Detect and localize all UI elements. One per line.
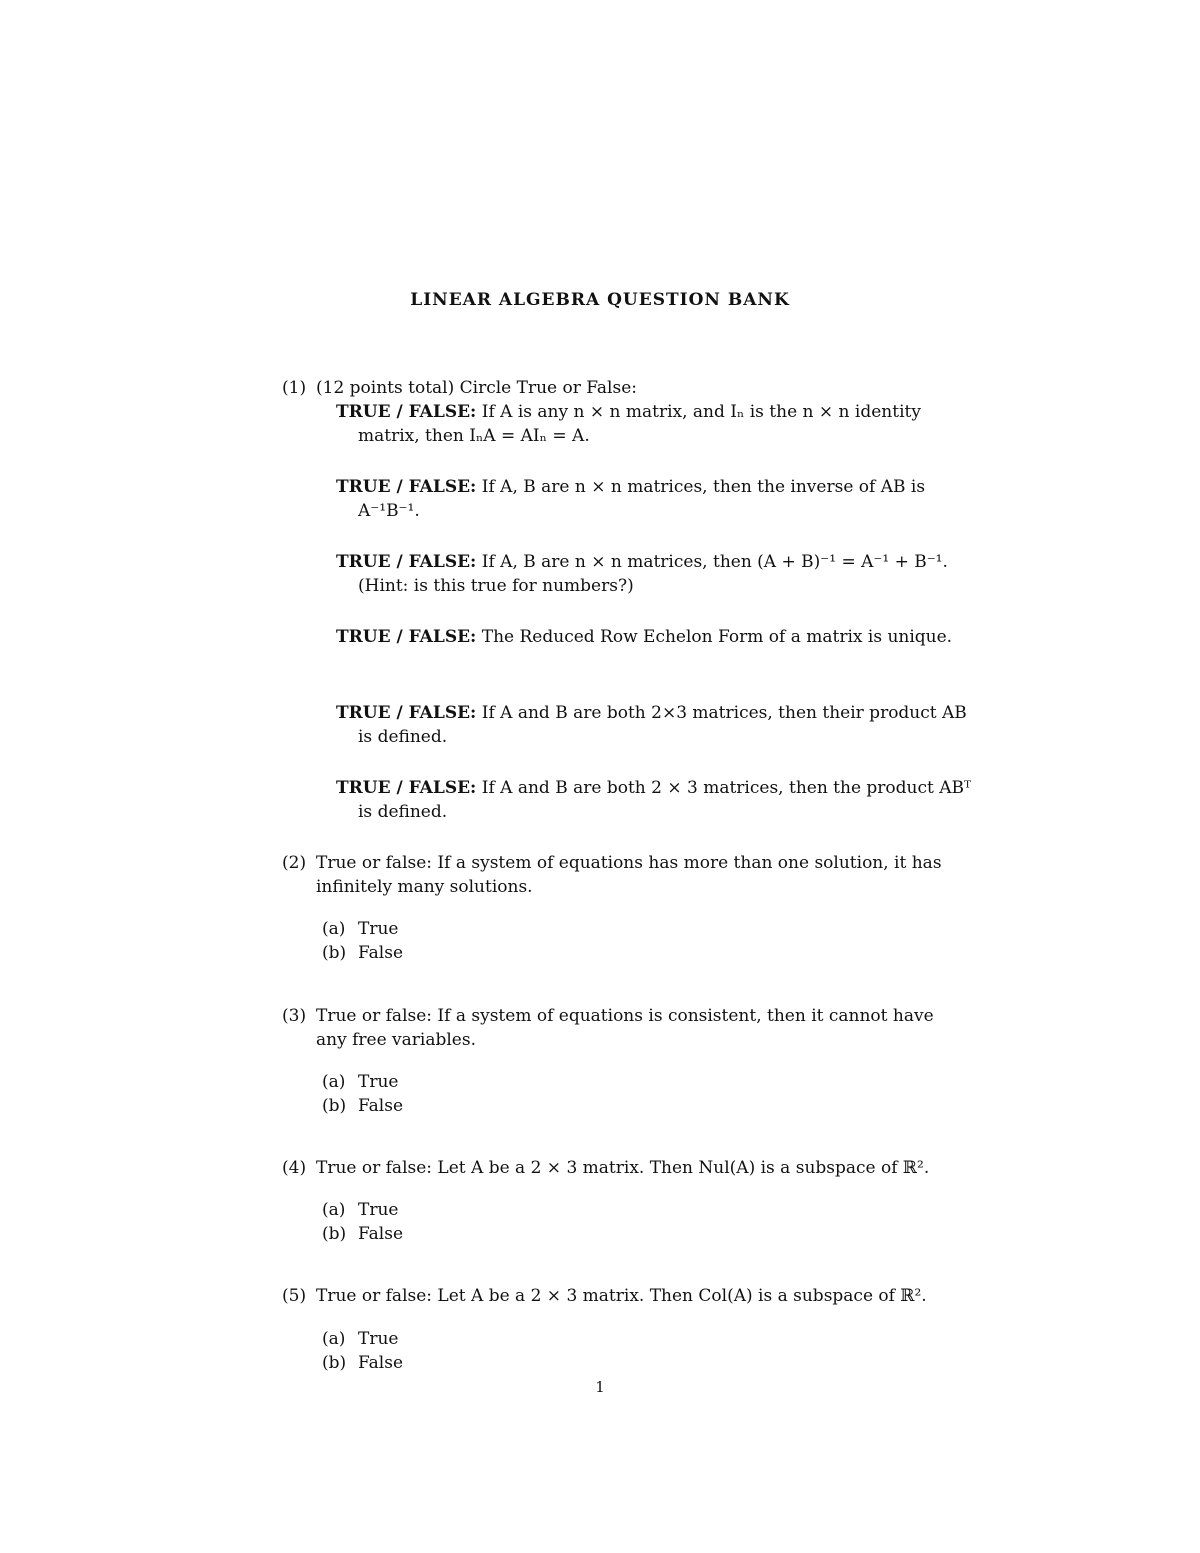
tf-item-3 <box>336 550 986 598</box>
tf-label: TRUE / FALSE: <box>336 703 477 723</box>
tf-label: TRUE / FALSE: <box>336 477 477 497</box>
tf-item-6 <box>336 776 986 824</box>
question-number: (2) <box>282 853 307 873</box>
tf-statement: If A and B are both 2×3 matrices, then their product AB is defined. <box>358 703 967 747</box>
option-text: False <box>358 1224 403 1244</box>
option-label: (a) <box>322 1329 346 1349</box>
question-5 <box>282 1284 957 1308</box>
option-text: True <box>358 1200 399 1220</box>
tf-statement: If A is any n × n matrix, and Iₙ is the n × n identity matrix, then IₙA = AIₙ = A. <box>358 402 921 446</box>
option-label: (b) <box>322 1353 347 1373</box>
tf-label: TRUE / FALSE: <box>336 552 477 572</box>
tf-item-1 <box>336 400 986 448</box>
option-text: True <box>358 919 399 939</box>
question-2 <box>282 851 957 899</box>
option-b <box>322 1094 403 1118</box>
option-text: False <box>358 1353 403 1373</box>
question-number: (3) <box>282 1006 307 1026</box>
question-text: True or false: If a system of equations is consistent, then it cannot have any free variables. <box>316 1006 934 1050</box>
tf-label: TRUE / FALSE: <box>336 402 477 422</box>
tf-item-4 <box>336 625 986 649</box>
question-intro: (12 points total) Circle True or False: <box>316 378 637 398</box>
option-a <box>322 917 398 941</box>
option-label: (a) <box>322 1072 346 1092</box>
option-b <box>322 1351 403 1375</box>
tf-statement: If A, B are n × n matrices, then the inverse of AB is A⁻¹B⁻¹. <box>358 477 926 521</box>
question-4 <box>282 1156 957 1180</box>
question-text: True or false: Let A be a 2 × 3 matrix. Then Col(A) is a subspace of ℝ². <box>316 1286 927 1306</box>
option-text: True <box>358 1329 399 1349</box>
question-number: (5) <box>282 1286 307 1306</box>
option-label: (a) <box>322 1200 346 1220</box>
tf-statement: The Reduced Row Echelon Form of a matrix is unique. <box>481 627 953 647</box>
option-label: (b) <box>322 1224 347 1244</box>
option-b <box>322 1222 403 1246</box>
option-a <box>322 1070 398 1094</box>
tf-item-2 <box>336 475 986 523</box>
tf-statement: If A and B are both 2 × 3 matrices, then the product ABᵀ is defined. <box>358 778 972 822</box>
option-b <box>322 941 403 965</box>
option-text: False <box>358 1096 403 1116</box>
page-title: LINEAR ALGEBRA QUESTION BANK <box>410 290 790 310</box>
option-label: (a) <box>322 919 346 939</box>
tf-label: TRUE / FALSE: <box>336 627 477 647</box>
question-3 <box>282 1004 957 1052</box>
option-text: False <box>358 943 403 963</box>
tf-item-5 <box>336 701 986 749</box>
tf-statement: If A, B are n × n matrices, then (A + B)⁻¹ = A⁻¹ + B⁻¹. (Hint: is this true for numbers?) <box>358 552 948 596</box>
option-label: (b) <box>322 943 347 963</box>
question-text: True or false: If a system of equations has more than one solution, it has infinitely many solutions. <box>316 853 942 897</box>
option-text: True <box>358 1072 399 1092</box>
question-number: (1) <box>282 378 307 398</box>
question-number: (4) <box>282 1158 307 1178</box>
option-a <box>322 1327 398 1351</box>
option-a <box>322 1198 398 1222</box>
question-text: True or false: Let A be a 2 × 3 matrix. Then Nul(A) is a subspace of ℝ². <box>316 1158 930 1178</box>
question-1 <box>282 376 957 400</box>
page-number: 1 <box>595 1378 605 1396</box>
tf-label: TRUE / FALSE: <box>336 778 477 798</box>
option-label: (b) <box>322 1096 347 1116</box>
